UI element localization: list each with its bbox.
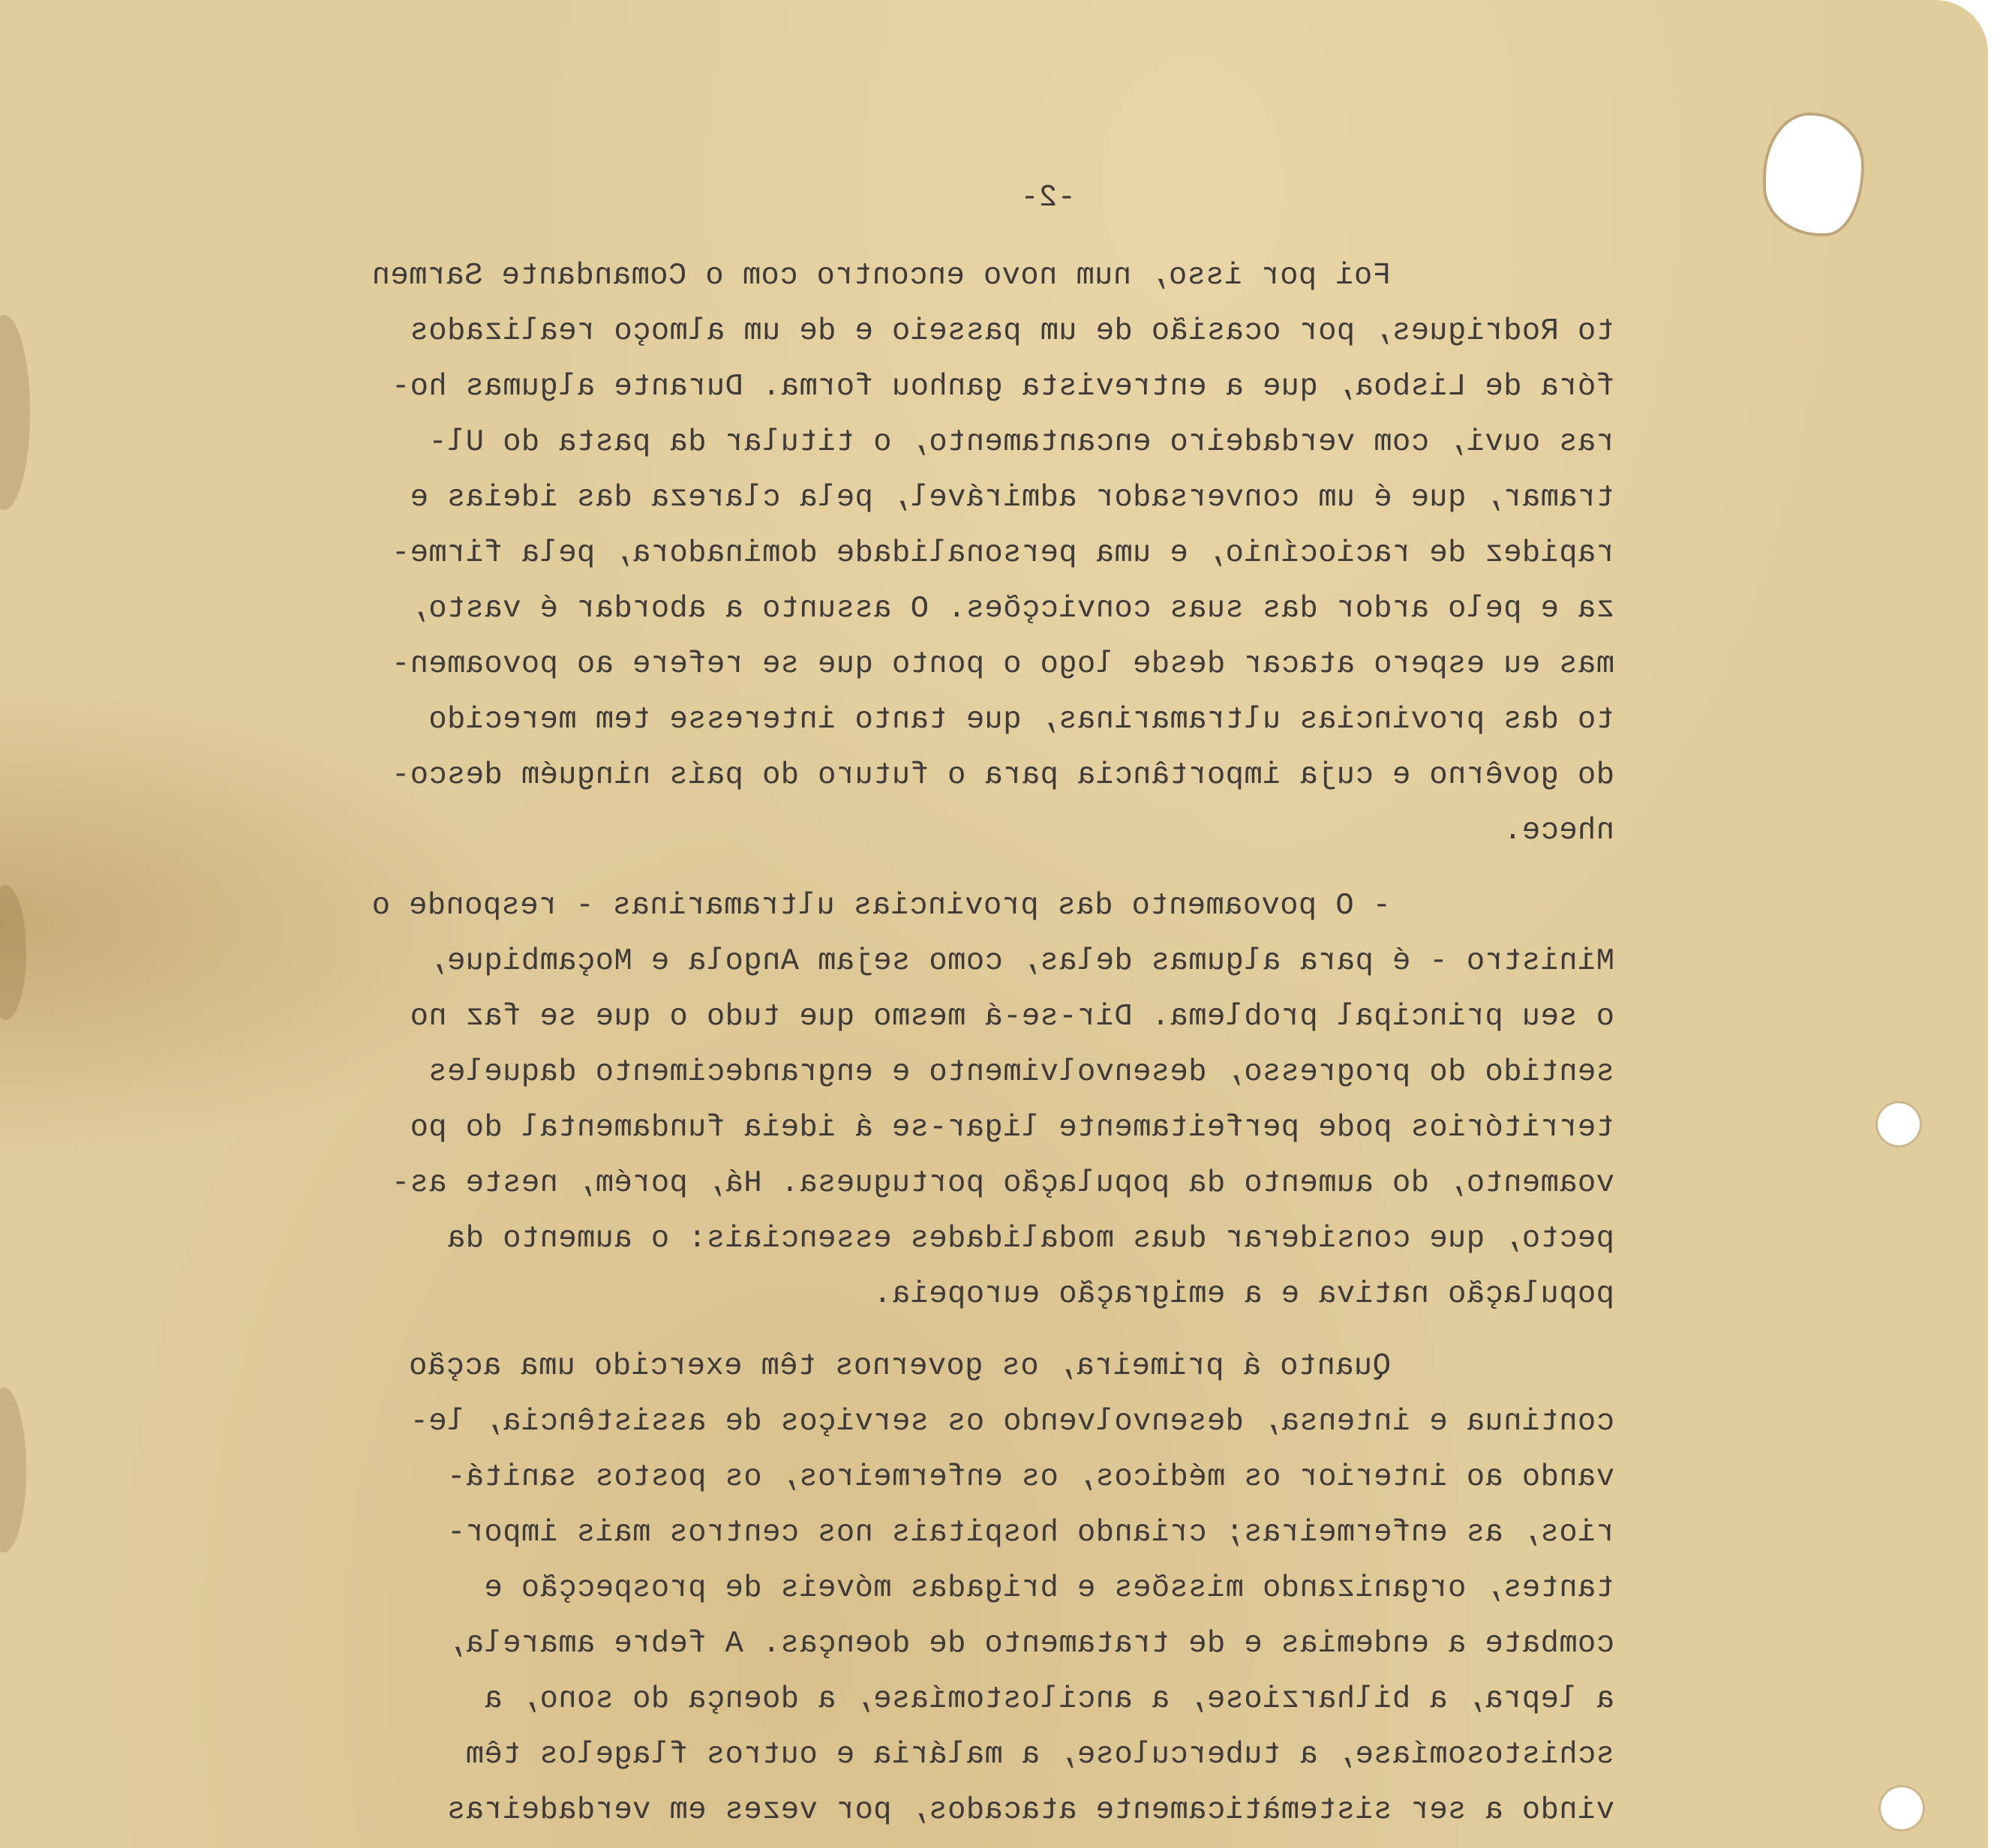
text-line: voamento, do aumento da população portuguesa. Há, porém, neste as- <box>391 1166 1614 1201</box>
text-line: za e pelo ardor das suas convicções. O assunto a abordar é vasto, <box>410 592 1614 626</box>
text-line: to das provincias ultramarinas, que tanto interesse tem merecido <box>428 703 1614 737</box>
text-line: schistosomíase, a tuberculose, a malária e outros flagelos têm <box>465 1738 1614 1772</box>
text-line: tantes, organizando missões e brigadas móveis de prospecção e <box>484 1571 1614 1606</box>
text-line: rios, as enfermeiras; criando hospitais nos centros mais impor- <box>446 1516 1614 1550</box>
text-line: pecto, que considerar duas modalidades essenciais: o aumento da <box>446 1222 1614 1256</box>
text-line: rapidez de raciocínio, e uma personalidade dominadora, pela firme- <box>391 536 1614 571</box>
text-line: tramar, que é um conversador admirável, pela clareza das ideias e <box>410 481 1614 515</box>
text-line: ras ouvi, com verdadeiro encantamento, o titular da pasta do Ul- <box>428 425 1614 460</box>
text-line: vindo a ser sistemàticamente atacados, por vezes em verdadeiras <box>446 1793 1614 1828</box>
text-line: Foi por isso, num novo encontro com o Comandante Sarmen <box>371 259 1391 293</box>
text-line: do govêrno e cuja importância para o futuro do país ninguém desco- <box>391 758 1614 793</box>
page-number: -2- <box>1020 181 1076 215</box>
text-line: vando ao interior os médicos, os enfermeiros, os postos sanitá- <box>446 1460 1614 1495</box>
text-line: população nativa e a emigração europeia. <box>872 1277 1614 1312</box>
text-line: - O povoamento das provincias ultramarinas - responde o <box>371 889 1391 923</box>
text-line: nhece. <box>1503 814 1614 848</box>
text-line: fóra de Lisboa, que a entrevista ganhou forma. Durante algumas ho- <box>391 370 1614 404</box>
text-line: territórios pode perfeitamente ligar-se á ideia fundamental do po <box>410 1111 1614 1145</box>
text-line: mas eu espero atacar desde logo o ponto que se refere ao povoamen- <box>391 647 1614 682</box>
text-line: to Rodrigues, por ocasião de um passeio e de um almoço realizados <box>410 314 1614 349</box>
text-line: o seu principal problema. Dir-se-á mesmo que tudo o que se faz no <box>410 1000 1614 1034</box>
text-line: combate a endemias e de tratamento de doenças. A febre amarela, <box>446 1627 1614 1661</box>
text-line: sentido do progresso, desenvolvimento e engrandecimento daqueles <box>428 1055 1614 1090</box>
text-line: Ministro - é para algumas delas, como sejam Angola e Moçambique, <box>428 944 1614 979</box>
text-line: Quanto á primeira, os governos têm exercido uma acção <box>408 1349 1391 1384</box>
text-line: continua e intensa, desenvolvendo os serviços de assistência, le- <box>410 1405 1614 1439</box>
text-line: a lepra, a bilharziose, a ancilostomíase, a doença do sono, a <box>484 1682 1614 1717</box>
